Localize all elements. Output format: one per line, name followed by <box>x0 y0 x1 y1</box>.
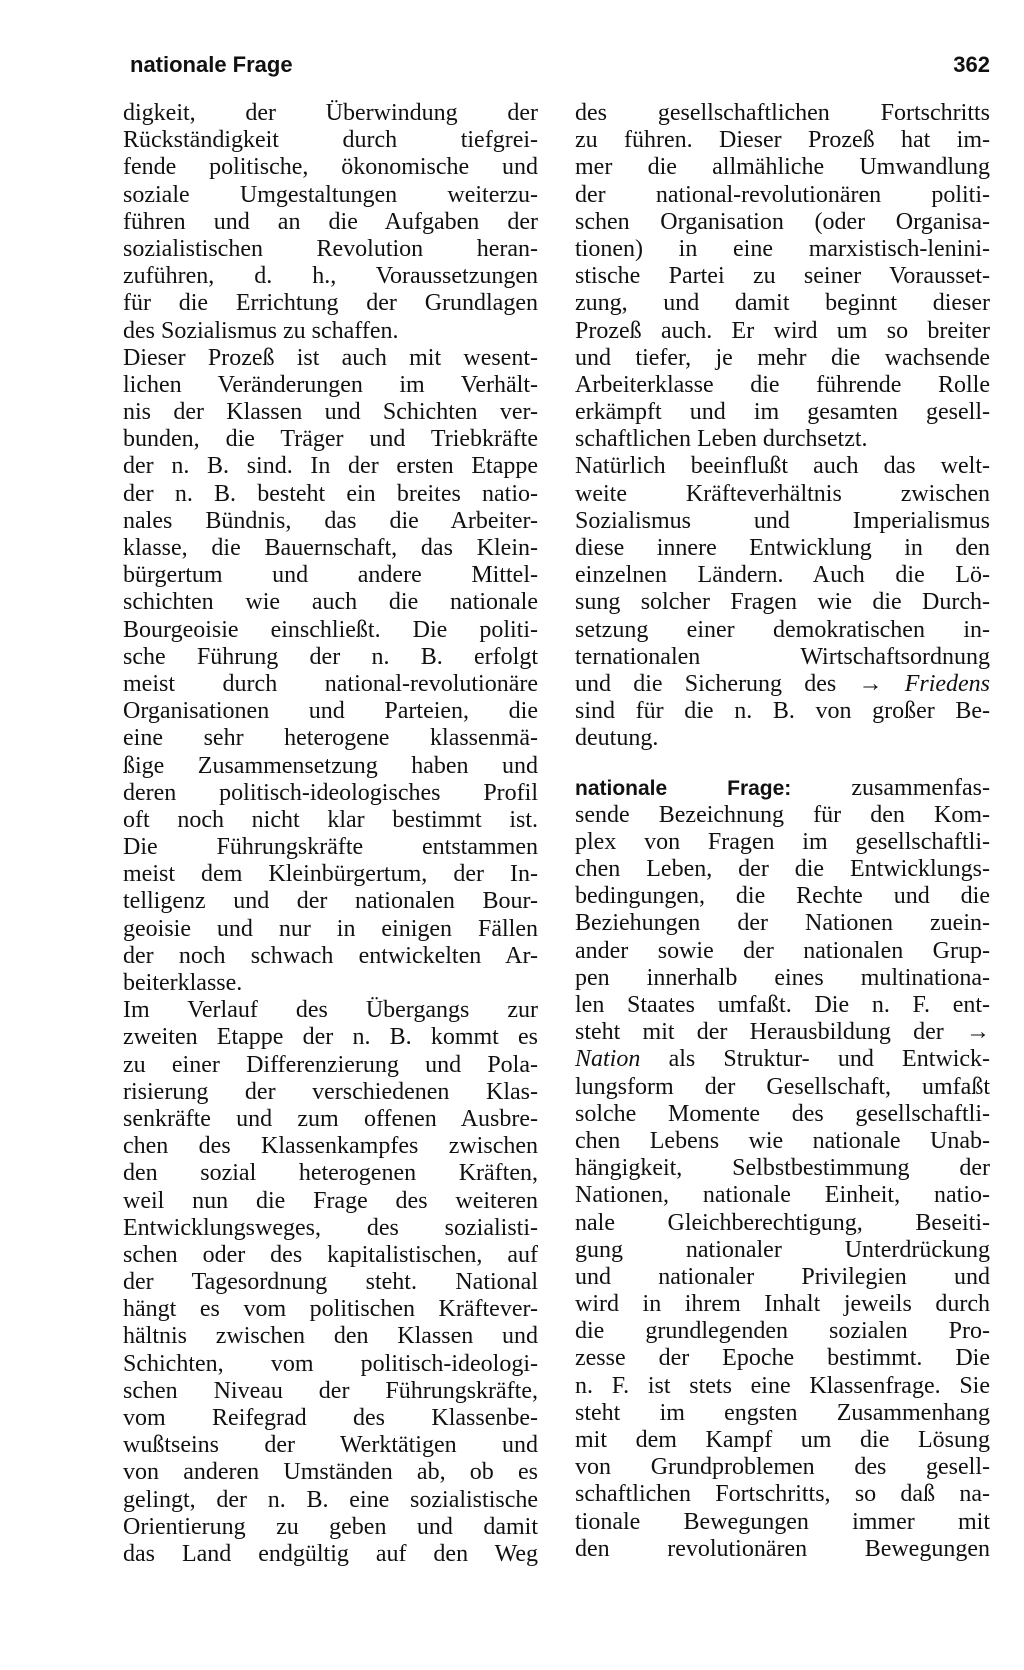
text-line: des gesellschaftlichen Fortschritts <box>575 100 990 126</box>
text-line: len Staates umfaßt. Die n. F. ent- <box>575 992 990 1018</box>
text-line: meist durch national-revolutionäre <box>123 670 538 697</box>
text-line: zung, und damit beginnt dieser <box>575 290 990 317</box>
text-line: chen Leben, der die Entwicklungs- <box>575 856 990 883</box>
text-line: bedingungen, die Rechte und die <box>575 883 990 910</box>
text-line: zesse der Epoche bestimmt. Die <box>575 1345 990 1372</box>
text-line: Die Führungskräfte entstammen <box>123 834 538 861</box>
entry-headword: nationale Frage: <box>575 776 792 800</box>
text-line: zuführen, d. h., Voraussetzungen <box>123 263 538 290</box>
entry-first-line-text: zusammenfas- <box>851 774 990 801</box>
text-line: Natürlich beeinflußt auch das welt- <box>575 453 990 480</box>
text-line: erkämpft und im gesamten gesell- <box>575 399 990 426</box>
text-line: senkräfte und zum offenen Ausbre- <box>123 1105 538 1132</box>
text-line: sozialistischen Revolution heran- <box>123 235 538 262</box>
friedens-prefix: und die Sicherung des → <box>575 670 883 697</box>
text-line: geoisie und nur in einigen Fällen <box>123 915 538 942</box>
text-line: den sozial heterogenen Kräften, <box>123 1160 538 1187</box>
text-line: Sozialismus und Imperialismus <box>575 507 990 534</box>
text-line: Arbeiterklasse die führende Rolle <box>575 371 990 398</box>
text-line: eine sehr heterogene klassenmä- <box>123 725 538 752</box>
text-line: schaftlichen Leben durchsetzt. <box>575 426 868 453</box>
text-line: fende politische, ökonomische und <box>123 154 538 181</box>
text-line: Bourgeoisie einschließt. Die politi- <box>123 616 538 643</box>
text-line: digkeit, der Überwindung der <box>123 100 538 126</box>
text-line: ander sowie der nationalen Grup- <box>575 937 990 964</box>
text-line: chen Lebens wie nationale Unab- <box>575 1127 990 1154</box>
text-line: gung nationaler Unterdrückung <box>575 1236 990 1263</box>
text-line: mer die allmähliche Umwandlung <box>575 154 990 181</box>
text-line: nis der Klassen und Schichten ver- <box>123 399 538 426</box>
text-line: lichen Veränderungen im Verhält- <box>123 371 538 398</box>
text-line: bunden, die Träger und Triebkräfte <box>123 426 538 453</box>
text-line: und nationaler Privilegien und <box>575 1263 990 1290</box>
text-line: Dieser Prozeß ist auch mit wesent- <box>123 344 538 371</box>
text-line: klasse, die Bauernschaft, das Klein- <box>123 535 538 561</box>
text-line: für die Errichtung der Grundlagen <box>123 290 538 317</box>
text-line: wußtseins der Werktätigen und <box>123 1432 538 1459</box>
text-line: Organisationen und Parteien, die <box>123 698 538 725</box>
text-line: tionale Bewegungen immer mit <box>575 1508 990 1535</box>
text-line: gelingt, der n. B. eine sozialistische <box>123 1486 538 1513</box>
text-line: sind für die n. B. von großer Be- <box>575 698 990 725</box>
text-line: nales Bündnis, das die Arbeiter- <box>123 507 538 534</box>
text-line <box>575 1046 990 1073</box>
text-line: meist dem Kleinbürgertum, der In- <box>123 861 538 888</box>
text-line: der national-revolutionären politi- <box>575 181 990 208</box>
text-line: tionen) in eine marxistisch-lenini- <box>575 235 990 262</box>
text-line: vom Reifegrad des Klassenbe- <box>123 1405 538 1431</box>
text-line: der n. B. besteht ein breites natio- <box>123 480 538 507</box>
text-line: führen und an die Aufgaben der <box>123 208 538 235</box>
text-line: zweiten Etappe der n. B. kommt es <box>123 1024 538 1051</box>
text-line: mit dem Kampf um die Lösung <box>575 1427 990 1453</box>
entry-separator <box>575 753 990 775</box>
text-line: der Tagesordnung steht. National <box>123 1269 538 1296</box>
text-line: schen Niveau der Führungskräfte, <box>123 1377 538 1404</box>
text-line: ternationalen Wirtschaftsordnung <box>575 643 990 670</box>
right-column-paragraph-continuation <box>575 100 990 671</box>
text-line: deren politisch-ideologisches Profil <box>123 779 538 806</box>
text-line: telligenz und der nationalen Bour- <box>123 888 538 915</box>
text-line: nale Gleichberechtigung, Beseiti- <box>575 1209 990 1236</box>
text-line: weite Kräfteverhältnis zwischen <box>575 480 990 507</box>
text-line: hängt es vom politischen Kräftever- <box>123 1296 538 1323</box>
text-line: wird in ihrem Inhalt jeweils durch <box>575 1291 990 1318</box>
text-line: Im Verlauf des Übergangs zur <box>123 997 538 1024</box>
text-line: n. F. ist stets eine Klassenfrage. Sie <box>575 1372 990 1399</box>
text-line: von Grundproblemen des gesell- <box>575 1454 990 1481</box>
text-line: die grundlegenden sozialen Pro- <box>575 1318 990 1345</box>
text-line: schichten wie auch die nationale <box>123 589 538 616</box>
text-line: steht mit der Herausbildung der → <box>575 1019 990 1046</box>
text-line: oft noch nicht klar bestimmt ist. <box>123 806 538 833</box>
page-header <box>130 50 990 80</box>
text-line: Orientierung zu geben und damit <box>123 1513 538 1540</box>
cross-reference-friedens[interactable]: Friedens <box>904 670 990 697</box>
text-line: risierung der verschiedenen Klas- <box>123 1078 538 1105</box>
text-line: Rückständigkeit durch tiefgrei- <box>123 127 538 154</box>
text-line: plex von Fragen im gesellschaftli- <box>575 828 990 855</box>
text-line: sche Führung der n. B. erfolgt <box>123 643 538 670</box>
text-line: der noch schwach entwickelten Ar- <box>123 942 538 969</box>
text-line: bürgertum und andere Mittel- <box>123 562 538 589</box>
text-line: ßige Zusammensetzung haben und <box>123 752 538 779</box>
text-line: Schichten, vom politisch-ideologi- <box>123 1350 538 1377</box>
text-line: von anderen Umständen ab, ob es <box>123 1459 538 1486</box>
cross-reference-nation[interactable]: Nation <box>575 1046 641 1073</box>
entry-text-block-continued <box>575 1074 990 1563</box>
text-line: hängigkeit, Selbstbestimmung der <box>575 1155 990 1182</box>
entry-heading-line <box>575 775 990 802</box>
text-line: steht im engsten Zusammenhang <box>575 1399 990 1426</box>
text-line: zu einer Differenzierung und Pola- <box>123 1051 538 1078</box>
text-line: sung solcher Fragen wie die Durch- <box>575 589 990 616</box>
text-line: des Sozialismus zu schaffen. <box>123 317 399 344</box>
text-line <box>575 671 990 698</box>
text-line: schen oder des kapitalistischen, auf <box>123 1241 538 1268</box>
nation-line-suffix: als Struktur- und Entwick- <box>668 1046 990 1073</box>
text-line: Nationen, nationale Einheit, natio- <box>575 1182 990 1209</box>
text-line: den revolutionären Bewegungen <box>575 1535 990 1562</box>
text-line: das Land endgültig auf den Weg <box>123 1540 538 1567</box>
text-line: schen Organisation (oder Organisa- <box>575 208 990 235</box>
entry-text-block <box>575 802 990 1047</box>
text-line: stische Partei zu seiner Vorausset- <box>575 263 990 290</box>
text-line: zu führen. Dieser Prozeß hat im- <box>575 127 990 154</box>
text-line: und tiefer, je mehr die wachsende <box>575 344 990 371</box>
text-line: lungsform der Gesellschaft, umfaßt <box>575 1073 990 1100</box>
text-line: der n. B. sind. In der ersten Etappe <box>123 453 538 480</box>
text-line: soziale Umgestaltungen weiterzu- <box>123 181 538 208</box>
right-text-column <box>575 100 990 1563</box>
page-number: 362 <box>953 52 990 77</box>
text-line: diese innere Entwicklung in den <box>575 535 990 561</box>
text-line: Entwicklungsweges, des sozialisti- <box>123 1214 538 1241</box>
text-line: deutung. <box>575 725 659 752</box>
running-head-title: nationale Frage <box>130 52 293 77</box>
text-line: schaftlichen Fortschritts, so daß na- <box>575 1481 990 1508</box>
text-line: Prozeß auch. Er wird um so breiter <box>575 317 990 344</box>
text-line: sende Bezeichnung für den Kom- <box>575 801 990 828</box>
text-line: chen des Klassenkampfes zwischen <box>123 1133 538 1160</box>
text-line: solche Momente des gesellschaftli- <box>575 1100 990 1127</box>
left-text-column <box>123 100 538 1568</box>
text-line: hältnis zwischen den Klassen und <box>123 1323 538 1350</box>
text-line: Beziehungen der Nationen zuein- <box>575 910 990 937</box>
text-line: pen innerhalb eines multinationa- <box>575 964 990 991</box>
text-line: beiterklasse. <box>123 970 243 996</box>
right-column-paragraph-end <box>575 698 990 752</box>
text-line: weil nun die Frage des weiteren <box>123 1187 538 1214</box>
text-line: einzelnen Ländern. Auch die Lö- <box>575 562 990 589</box>
text-line: setzung einer demokratischen in- <box>575 616 990 643</box>
